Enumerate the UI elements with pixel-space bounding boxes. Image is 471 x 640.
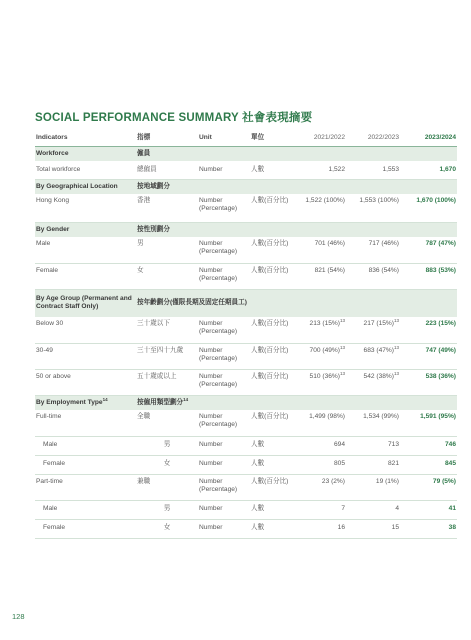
row-label: Male [35,237,136,263]
value-2022-2023: 821 [346,455,400,474]
value-2022-2023: 15 [346,519,400,538]
value-2021-2022: 7 [296,500,346,519]
footnote-marker: 13 [339,370,345,376]
table-row-gender-male [35,237,457,263]
table-row-age-30-49 [35,343,457,369]
value-2023-2024: 41 [400,500,457,519]
row-unit-zh: 人數 [250,161,296,179]
value-2022-2023: 1,553 [346,161,400,179]
section-label: By Gender [35,222,136,237]
row-unit: Number [198,519,250,538]
value-2022-2023: 19 (1%) [346,474,400,500]
row-unit-zh: 人數(百分比) [250,369,296,395]
row-unit: Number (Percentage) [198,263,250,289]
value-2021-2022: 805 [296,455,346,474]
row-label-zh: 三十歲以下 [136,317,198,343]
row-unit: Number (Percentage) [198,343,250,369]
row-unit-zh: 人數 [250,455,296,474]
row-unit-zh: 人數(百分比) [250,263,296,289]
section-gender [35,222,457,237]
table-row-part-time-male [35,500,457,519]
row-unit: Number (Percentage) [198,194,250,222]
table-header-row [35,130,457,146]
table-row-age-50-above [35,369,457,395]
value-2022-2023: 717 (46%) [346,237,400,263]
row-unit-zh: 人數(百分比) [250,194,296,222]
header-unit: Unit [198,130,250,146]
value-2021-2022: 1,499 (98%) [296,410,346,436]
row-unit: Number (Percentage) [198,410,250,436]
value-2021-2022: 694 [296,436,346,455]
value-2022-2023: 836 (54%) [346,263,400,289]
row-label-zh: 香港 [136,194,198,222]
table-row-total-workforce [35,161,457,179]
row-unit-zh: 人數(百分比) [250,474,296,500]
table-row-part-time-female [35,519,457,538]
row-label: Full-time [35,410,136,436]
value-2023-2024: 1,591 (95%) [400,410,457,436]
row-unit: Number (Percentage) [198,369,250,395]
row-unit-zh: 人數 [250,500,296,519]
row-label-zh: 男 [136,500,198,519]
table-row-part-time [35,474,457,500]
value-2023-2024: 747 (49%) [400,343,457,369]
row-label-zh: 總僱員 [136,161,198,179]
row-unit-zh: 人數 [250,519,296,538]
row-label-zh: 男 [136,436,198,455]
section-label-zh: 按年齡劃分(僅限長期及固定任期員工) [136,289,250,317]
row-label: Female [35,519,136,538]
row-label: Below 30 [35,317,136,343]
value-2022-2023: 713 [346,436,400,455]
row-label: Female [35,263,136,289]
row-label-zh: 女 [136,455,198,474]
table-row-full-time [35,410,457,436]
section-workforce [35,146,457,161]
row-label-zh: 五十歲或以上 [136,369,198,395]
header-2023-2024: 2023/2024 [400,130,457,146]
row-unit: Number [198,436,250,455]
row-unit: Number (Percentage) [198,237,250,263]
value-2023-2024: 1,670 [400,161,457,179]
value-2021-2022: 23 (2%) [296,474,346,500]
value-2021-2022: 1,522 [296,161,346,179]
value-2021-2022: 821 (54%) [296,263,346,289]
value-2023-2024: 223 (15%) [400,317,457,343]
row-label: Male [35,436,136,455]
section-label: By Employment Type$^{14}$ [35,395,136,410]
value-2023-2024: 845 [400,455,457,474]
value-2021-2022: 701 (46%) [296,237,346,263]
footnote-marker: 13 [339,317,345,323]
row-unit: Number (Percentage) [198,474,250,500]
row-label-zh: 三十至四十九歲 [136,343,198,369]
row-label-zh: 男 [136,237,198,263]
row-label-zh: 全職 [136,410,198,436]
row-unit-zh: 人數(百分比) [250,343,296,369]
page-number: 128 [12,612,25,621]
row-unit: Number [198,500,250,519]
value-2023-2024: 746 [400,436,457,455]
row-unit: Number [198,455,250,474]
row-label: 30-49 [35,343,136,369]
section-label-zh: 按性別劃分 [136,222,457,237]
section-geographical-location [35,179,457,194]
section-label-zh: 僱員 [136,146,457,161]
row-label: Male [35,500,136,519]
table-row-full-time-male [35,436,457,455]
header-indicators: Indicators [35,130,136,146]
row-unit: Number (Percentage) [198,317,250,343]
header-2022-2023: 2022/2023 [346,130,400,146]
value-2021-2022: 213 $(15\%)^{13}$ [296,317,346,343]
footnote-marker: 13 [393,370,399,376]
footnote-marker: 14 [183,396,189,402]
value-2023-2024: 538 (36%) [400,369,457,395]
social-performance-table [35,130,457,539]
row-label: 50 or above [35,369,136,395]
value-2022-2023: 217 $(15\%)^{13}$ [346,317,400,343]
value-2023-2024: 79 (5%) [400,474,457,500]
header-indicators-zh: 指標 [136,130,198,146]
row-label-zh: 女 [136,263,198,289]
row-label-zh: 女 [136,519,198,538]
section-label: Workforce [35,146,136,161]
row-unit-zh: 人數(百分比) [250,237,296,263]
footnote-marker: 13 [339,344,345,350]
section-age-group [35,289,457,317]
row-label-zh: 兼職 [136,474,198,500]
footnote-marker: 14 [102,396,108,402]
value-2023-2024: 38 [400,519,457,538]
value-2023-2024: 883 (53%) [400,263,457,289]
header-unit-zh: 單位 [250,130,296,146]
value-2022-2023: 1,553 (100%) [346,194,400,222]
row-label: Female [35,455,136,474]
table-row-hong-kong [35,194,457,222]
value-2021-2022: 1,522 (100%) [296,194,346,222]
value-2022-2023: 4 [346,500,400,519]
page-title: SOCIAL PERFORMANCE SUMMARY 社會表現摘要 [35,112,313,124]
section-label: By Age Group (Permanent and Contract Staff Only) [35,289,136,317]
value-2022-2023: 542 $(38\%)^{13}$ [346,369,400,395]
value-2021-2022: 16 [296,519,346,538]
table-row-full-time-female [35,455,457,474]
table-row-gender-female [35,263,457,289]
value-2022-2023: 1,534 (99%) [346,410,400,436]
row-unit-zh: 人數 [250,436,296,455]
section-label-zh: 按地域劃分 [136,179,457,194]
row-label: Total workforce [35,161,136,179]
row-unit: Number [198,161,250,179]
value-2023-2024: 787 (47%) [400,237,457,263]
footnote-marker: 13 [393,317,399,323]
value-2022-2023: 683 $(47\%)^{13}$ [346,343,400,369]
row-label: Hong Kong [35,194,136,222]
row-unit-zh: 人數(百分比) [250,317,296,343]
row-unit-zh: 人數(百分比) [250,410,296,436]
value-2021-2022: 700 $(49\%)^{13}$ [296,343,346,369]
footnote-marker: 13 [393,344,399,350]
value-2021-2022: 510 $(36\%)^{13}$ [296,369,346,395]
section-label-zh: 按僱用類型劃分$^{14}$ [136,395,457,410]
header-2021-2022: 2021/2022 [296,130,346,146]
table-row-age-below-30 [35,317,457,343]
value-2023-2024: 1,670 (100%) [400,194,457,222]
section-employment-type [35,395,457,410]
section-label: By Geographical Location [35,179,136,194]
row-label: Part-time [35,474,136,500]
